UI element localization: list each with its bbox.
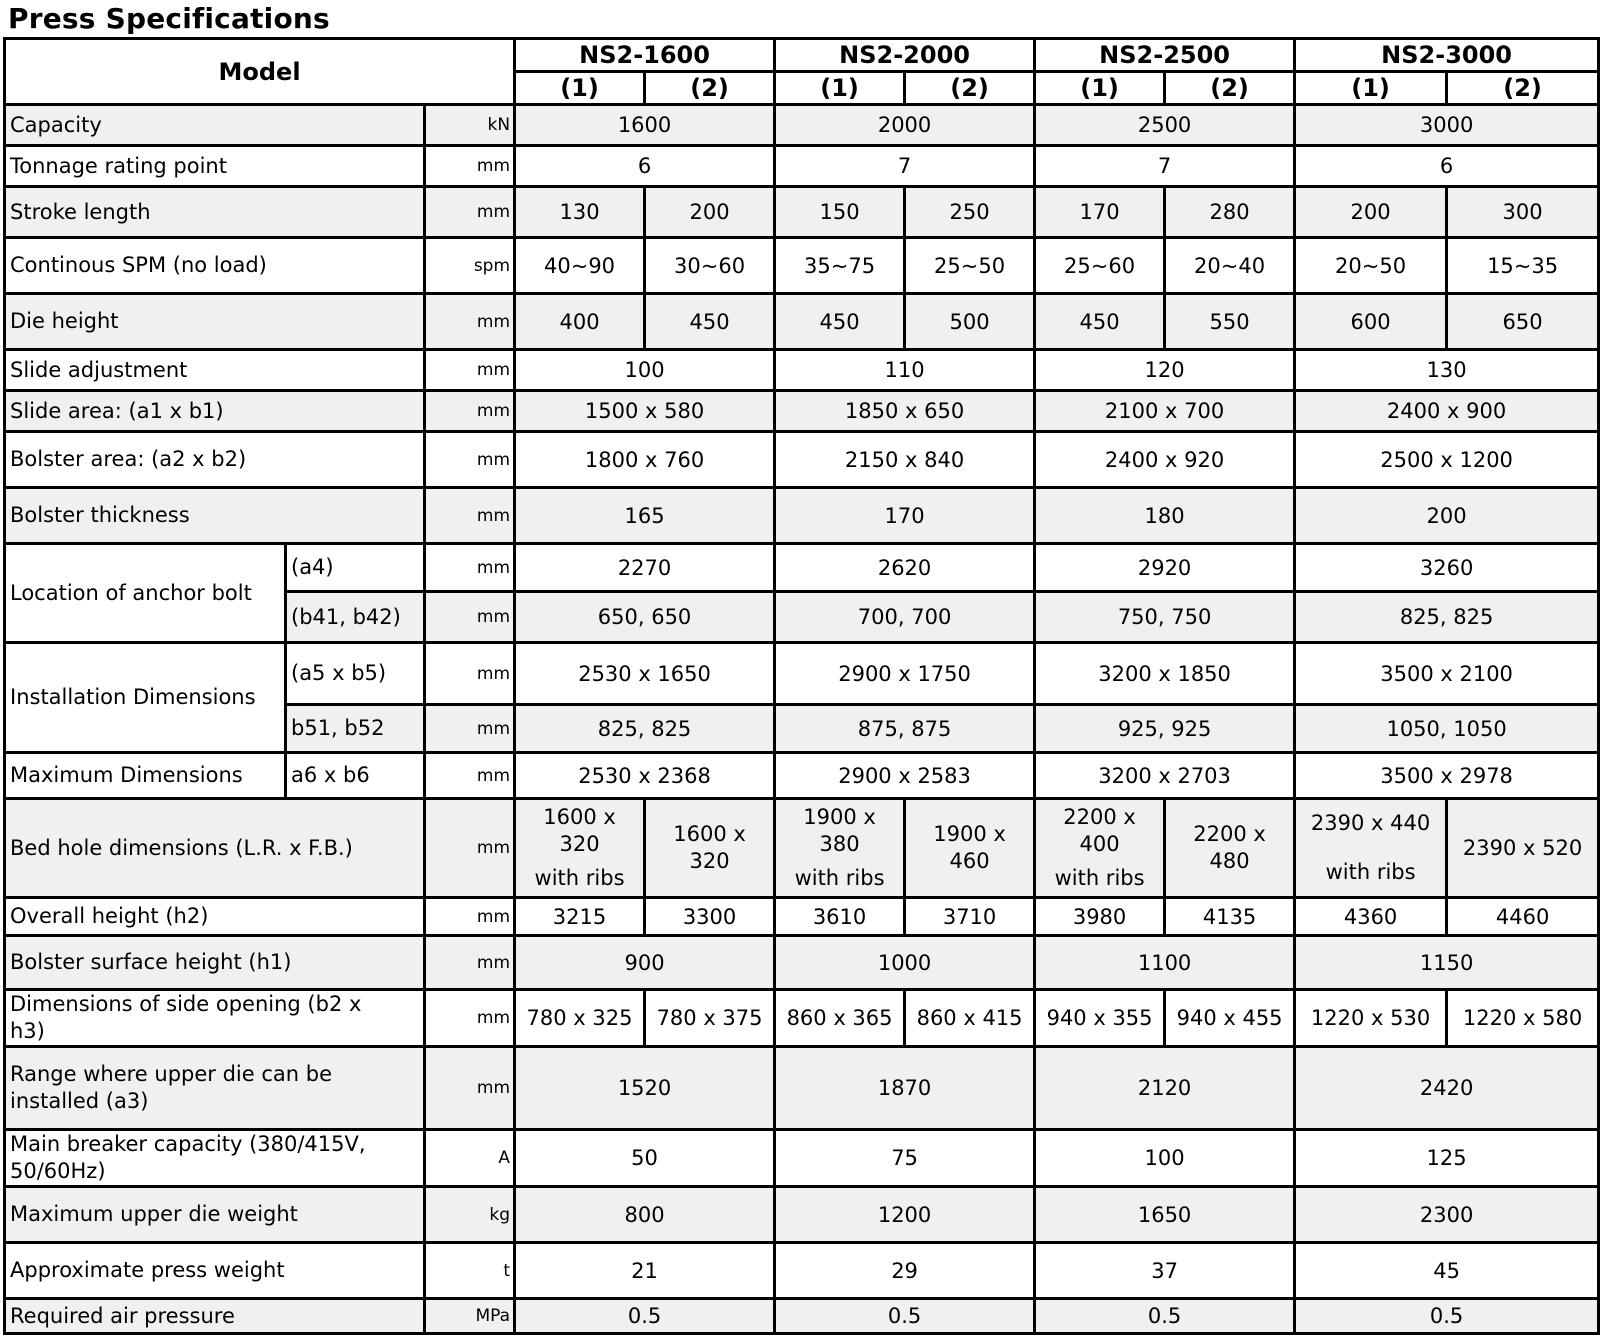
value-cell: 170 xyxy=(1035,187,1165,238)
value-line: 480 xyxy=(1209,849,1250,873)
value-cell: 940 x 455 xyxy=(1165,990,1295,1047)
label-line: h3) xyxy=(10,1019,45,1043)
row-label: Tonnage rating point xyxy=(5,146,425,187)
value-cell: 20~50 xyxy=(1295,238,1447,294)
value-cell: 900 xyxy=(515,936,775,990)
value-cell: 860 x 365 xyxy=(775,990,905,1047)
value-cell xyxy=(1447,799,1599,898)
model-ns2-2000: NS2-2000 xyxy=(775,39,1035,72)
table-row xyxy=(5,294,1599,350)
value-cell: 150 xyxy=(775,187,905,238)
value-cell: 2900 x 2583 xyxy=(775,753,1035,799)
row-label: Bed hole dimensions (L.R. x F.B.) xyxy=(5,799,425,898)
value-cell: 250 xyxy=(905,187,1035,238)
value-cell: 3610 xyxy=(775,898,905,936)
value-cell: 2420 xyxy=(1295,1047,1599,1130)
value-cell: 15~35 xyxy=(1447,238,1599,294)
value-cell: 75 xyxy=(775,1130,1035,1187)
value-cell: 1650 xyxy=(1035,1187,1295,1243)
value-cell: 6 xyxy=(515,146,775,187)
value-line: with ribs xyxy=(794,866,885,890)
row-label: Die height xyxy=(5,294,425,350)
variant-header: (2) xyxy=(1165,72,1295,105)
value-cell: 650 xyxy=(1447,294,1599,350)
variant-header: (2) xyxy=(645,72,775,105)
value-cell: 825, 825 xyxy=(1295,592,1599,643)
value-cell: 110 xyxy=(775,350,1035,391)
row-label: Capacity xyxy=(5,105,425,146)
value-cell: 450 xyxy=(1035,294,1165,350)
value-cell: 25~50 xyxy=(905,238,1035,294)
value-cell: 2400 x 920 xyxy=(1035,432,1295,488)
value-cell: 50 xyxy=(515,1130,775,1187)
value-cell: 40~90 xyxy=(515,238,645,294)
value-cell: 100 xyxy=(1035,1130,1295,1187)
value-cell: 650, 650 xyxy=(515,592,775,643)
value-cell: 3260 xyxy=(1295,544,1599,592)
label-line: 50/60Hz) xyxy=(10,1159,106,1183)
value-cell: 2530 x 1650 xyxy=(515,643,775,705)
value-cell: 800 xyxy=(515,1187,775,1243)
row-sublabel: (a5 x b5) xyxy=(286,643,425,705)
value-cell: 6 xyxy=(1295,146,1599,187)
row-label: Continous SPM (no load) xyxy=(5,238,425,294)
table-row xyxy=(5,1130,1599,1187)
value-cell: 0.5 xyxy=(1035,1299,1295,1334)
value-cell: 2500 xyxy=(1035,105,1295,146)
value-cell xyxy=(1165,799,1295,898)
page-title: Press Specifications xyxy=(8,2,330,35)
value-cell: 7 xyxy=(1035,146,1295,187)
value-cell: 825, 825 xyxy=(515,705,775,753)
value-cell: 875, 875 xyxy=(775,705,1035,753)
value-cell: 2900 x 1750 xyxy=(775,643,1035,705)
value-cell: 37 xyxy=(1035,1243,1295,1299)
value-cell: 29 xyxy=(775,1243,1035,1299)
row-sublabel: b51, b52 xyxy=(286,705,425,753)
row-unit: MPa xyxy=(425,1299,515,1334)
value-cell: 3500 x 2978 xyxy=(1295,753,1599,799)
table-row xyxy=(5,898,1599,936)
row-unit: mm xyxy=(425,799,515,898)
value-cell: 860 x 415 xyxy=(905,990,1035,1047)
row-unit: mm xyxy=(425,350,515,391)
value-cell: 1000 xyxy=(775,936,1035,990)
row-unit: spm xyxy=(425,238,515,294)
row-unit: mm xyxy=(425,488,515,544)
value-line: 2200 x xyxy=(1063,805,1136,829)
value-line: 2200 x xyxy=(1193,822,1266,846)
value-cell: 2620 xyxy=(775,544,1035,592)
value-cell: 500 xyxy=(905,294,1035,350)
value-cell: 2100 x 700 xyxy=(1035,391,1295,432)
value-cell: 2530 x 2368 xyxy=(515,753,775,799)
value-cell: 1100 xyxy=(1035,936,1295,990)
row-unit: mm xyxy=(425,544,515,592)
table-row xyxy=(5,238,1599,294)
value-cell: 2270 xyxy=(515,544,775,592)
table-row xyxy=(5,1299,1599,1334)
value-cell: 780 x 375 xyxy=(645,990,775,1047)
row-sublabel: a6 x b6 xyxy=(286,753,425,799)
row-label xyxy=(5,1047,425,1130)
value-cell: 3300 xyxy=(645,898,775,936)
row-unit: mm xyxy=(425,391,515,432)
row-label: Bolster area: (a2 x b2) xyxy=(5,432,425,488)
value-line: 1600 x xyxy=(673,822,746,846)
value-line: 1600 x xyxy=(543,805,616,829)
table-row xyxy=(5,105,1599,146)
value-line: 320 xyxy=(689,849,730,873)
value-line: 460 xyxy=(949,849,990,873)
row-unit: mm xyxy=(425,592,515,643)
value-cell: 1520 xyxy=(515,1047,775,1130)
value-cell: 125 xyxy=(1295,1130,1599,1187)
value-cell: 1500 x 580 xyxy=(515,391,775,432)
row-unit: mm xyxy=(425,294,515,350)
value-line: with ribs xyxy=(1325,860,1416,884)
row-label: Overall height (h2) xyxy=(5,898,425,936)
label-line: Range where upper die can be xyxy=(10,1062,333,1086)
value-cell: 180 xyxy=(1035,488,1295,544)
value-cell: 7 xyxy=(775,146,1035,187)
value-cell: 700, 700 xyxy=(775,592,1035,643)
value-cell: 1200 xyxy=(775,1187,1035,1243)
row-unit: mm xyxy=(425,705,515,753)
value-cell: 925, 925 xyxy=(1035,705,1295,753)
value-cell: 780 x 325 xyxy=(515,990,645,1047)
table-row xyxy=(5,753,1599,799)
value-cell: 165 xyxy=(515,488,775,544)
value-cell: 3200 x 2703 xyxy=(1035,753,1295,799)
table-row xyxy=(5,350,1599,391)
variant-header: (1) xyxy=(775,72,905,105)
table-row xyxy=(5,1187,1599,1243)
value-cell: 3200 x 1850 xyxy=(1035,643,1295,705)
table-row xyxy=(5,187,1599,238)
value-line: 400 xyxy=(1079,832,1120,856)
value-cell: 45 xyxy=(1295,1243,1599,1299)
row-unit: A xyxy=(425,1130,515,1187)
table-row xyxy=(5,391,1599,432)
table-row xyxy=(5,544,1599,592)
value-cell: 940 x 355 xyxy=(1035,990,1165,1047)
value-cell: 25~60 xyxy=(1035,238,1165,294)
table-row xyxy=(5,990,1599,1047)
value-cell: 130 xyxy=(1295,350,1599,391)
value-cell: 2300 xyxy=(1295,1187,1599,1243)
label-line: Dimensions of side opening (b2 x xyxy=(10,992,362,1016)
model-ns2-2500: NS2-2500 xyxy=(1035,39,1295,72)
row-label xyxy=(5,990,425,1047)
row-sublabel: (a4) xyxy=(286,544,425,592)
model-header: Model xyxy=(5,39,515,105)
value-cell: 4360 xyxy=(1295,898,1447,936)
row-unit: mm xyxy=(425,1047,515,1130)
value-cell: 600 xyxy=(1295,294,1447,350)
value-line: with ribs xyxy=(534,866,625,890)
row-label: Bolster surface height (h1) xyxy=(5,936,425,990)
value-line: 2390 x 440 xyxy=(1310,811,1431,835)
value-cell: 1800 x 760 xyxy=(515,432,775,488)
value-cell: 550 xyxy=(1165,294,1295,350)
label-line: Main breaker capacity (380/415V, xyxy=(10,1132,366,1156)
model-ns2-1600: NS2-1600 xyxy=(515,39,775,72)
value-cell: 400 xyxy=(515,294,645,350)
value-cell: 2400 x 900 xyxy=(1295,391,1599,432)
value-cell xyxy=(775,799,905,898)
value-cell: 3500 x 2100 xyxy=(1295,643,1599,705)
table-row xyxy=(5,936,1599,990)
variant-header: (1) xyxy=(1295,72,1447,105)
value-cell: 21 xyxy=(515,1243,775,1299)
value-cell: 450 xyxy=(645,294,775,350)
value-cell: 1220 x 580 xyxy=(1447,990,1599,1047)
row-unit: mm xyxy=(425,432,515,488)
table-row xyxy=(5,1243,1599,1299)
value-cell: 3215 xyxy=(515,898,645,936)
value-cell: 170 xyxy=(775,488,1035,544)
value-cell: 2500 x 1200 xyxy=(1295,432,1599,488)
value-cell: 3710 xyxy=(905,898,1035,936)
value-cell: 300 xyxy=(1447,187,1599,238)
row-unit: mm xyxy=(425,643,515,705)
value-cell: 3000 xyxy=(1295,105,1599,146)
value-cell: 1600 xyxy=(515,105,775,146)
row-unit: mm xyxy=(425,753,515,799)
value-cell: 1870 xyxy=(775,1047,1035,1130)
row-unit: kN xyxy=(425,105,515,146)
model-ns2-3000: NS2-3000 xyxy=(1295,39,1599,72)
table-row xyxy=(5,488,1599,544)
row-unit: mm xyxy=(425,898,515,936)
value-cell: 450 xyxy=(775,294,905,350)
value-cell xyxy=(1035,799,1165,898)
value-cell: 200 xyxy=(645,187,775,238)
value-line: 1900 x xyxy=(803,805,876,829)
value-cell: 35~75 xyxy=(775,238,905,294)
table-row xyxy=(5,146,1599,187)
value-cell: 1050, 1050 xyxy=(1295,705,1599,753)
label-line: installed (a3) xyxy=(10,1089,149,1113)
row-unit: mm xyxy=(425,187,515,238)
row-label: Maximum upper die weight xyxy=(5,1187,425,1243)
value-cell: 4135 xyxy=(1165,898,1295,936)
row-label: Stroke length xyxy=(5,187,425,238)
value-cell: 2120 xyxy=(1035,1047,1295,1130)
row-label: Approximate press weight xyxy=(5,1243,425,1299)
table-row xyxy=(5,799,1599,898)
row-label: Installation Dimensions xyxy=(5,643,286,753)
value-cell xyxy=(645,799,775,898)
variant-header: (1) xyxy=(1035,72,1165,105)
value-cell: 4460 xyxy=(1447,898,1599,936)
value-line: with ribs xyxy=(1054,866,1145,890)
value-cell: 0.5 xyxy=(515,1299,775,1334)
row-label xyxy=(5,1130,425,1187)
value-cell: 1150 xyxy=(1295,936,1599,990)
value-cell: 2920 xyxy=(1035,544,1295,592)
row-label: Required air pressure xyxy=(5,1299,425,1334)
table-row xyxy=(5,432,1599,488)
value-cell: 20~40 xyxy=(1165,238,1295,294)
value-cell xyxy=(905,799,1035,898)
table-row xyxy=(5,1047,1599,1130)
row-unit: kg xyxy=(425,1187,515,1243)
value-line: 2390 x 520 xyxy=(1462,835,1583,860)
row-sublabel: (b41, b42) xyxy=(286,592,425,643)
row-label: Slide adjustment xyxy=(5,350,425,391)
value-cell: 2000 xyxy=(775,105,1035,146)
row-unit: mm xyxy=(425,990,515,1047)
row-label: Maximum Dimensions xyxy=(5,753,286,799)
row-unit: mm xyxy=(425,936,515,990)
value-cell: 200 xyxy=(1295,187,1447,238)
table-row xyxy=(5,643,1599,705)
row-label: Bolster thickness xyxy=(5,488,425,544)
value-cell: 1850 x 650 xyxy=(775,391,1035,432)
variant-header: (1) xyxy=(515,72,645,105)
value-cell: 1220 x 530 xyxy=(1295,990,1447,1047)
row-label: Slide area: (a1 x b1) xyxy=(5,391,425,432)
spec-table xyxy=(3,37,1600,1335)
value-cell: 120 xyxy=(1035,350,1295,391)
value-cell xyxy=(515,799,645,898)
variant-header: (2) xyxy=(905,72,1035,105)
row-unit: t xyxy=(425,1243,515,1299)
value-cell: 30~60 xyxy=(645,238,775,294)
row-unit: mm xyxy=(425,146,515,187)
value-line: 320 xyxy=(559,832,600,856)
value-cell: 130 xyxy=(515,187,645,238)
value-cell: 0.5 xyxy=(775,1299,1035,1334)
variant-header: (2) xyxy=(1447,72,1599,105)
value-cell: 0.5 xyxy=(1295,1299,1599,1334)
value-cell: 3980 xyxy=(1035,898,1165,936)
value-line: 1900 x xyxy=(933,822,1006,846)
value-cell: 750, 750 xyxy=(1035,592,1295,643)
value-cell: 200 xyxy=(1295,488,1599,544)
value-line: 380 xyxy=(819,832,860,856)
value-cell: 280 xyxy=(1165,187,1295,238)
row-label: Location of anchor bolt xyxy=(5,544,286,643)
value-cell xyxy=(1295,799,1447,898)
value-cell: 100 xyxy=(515,350,775,391)
value-cell: 2150 x 840 xyxy=(775,432,1035,488)
